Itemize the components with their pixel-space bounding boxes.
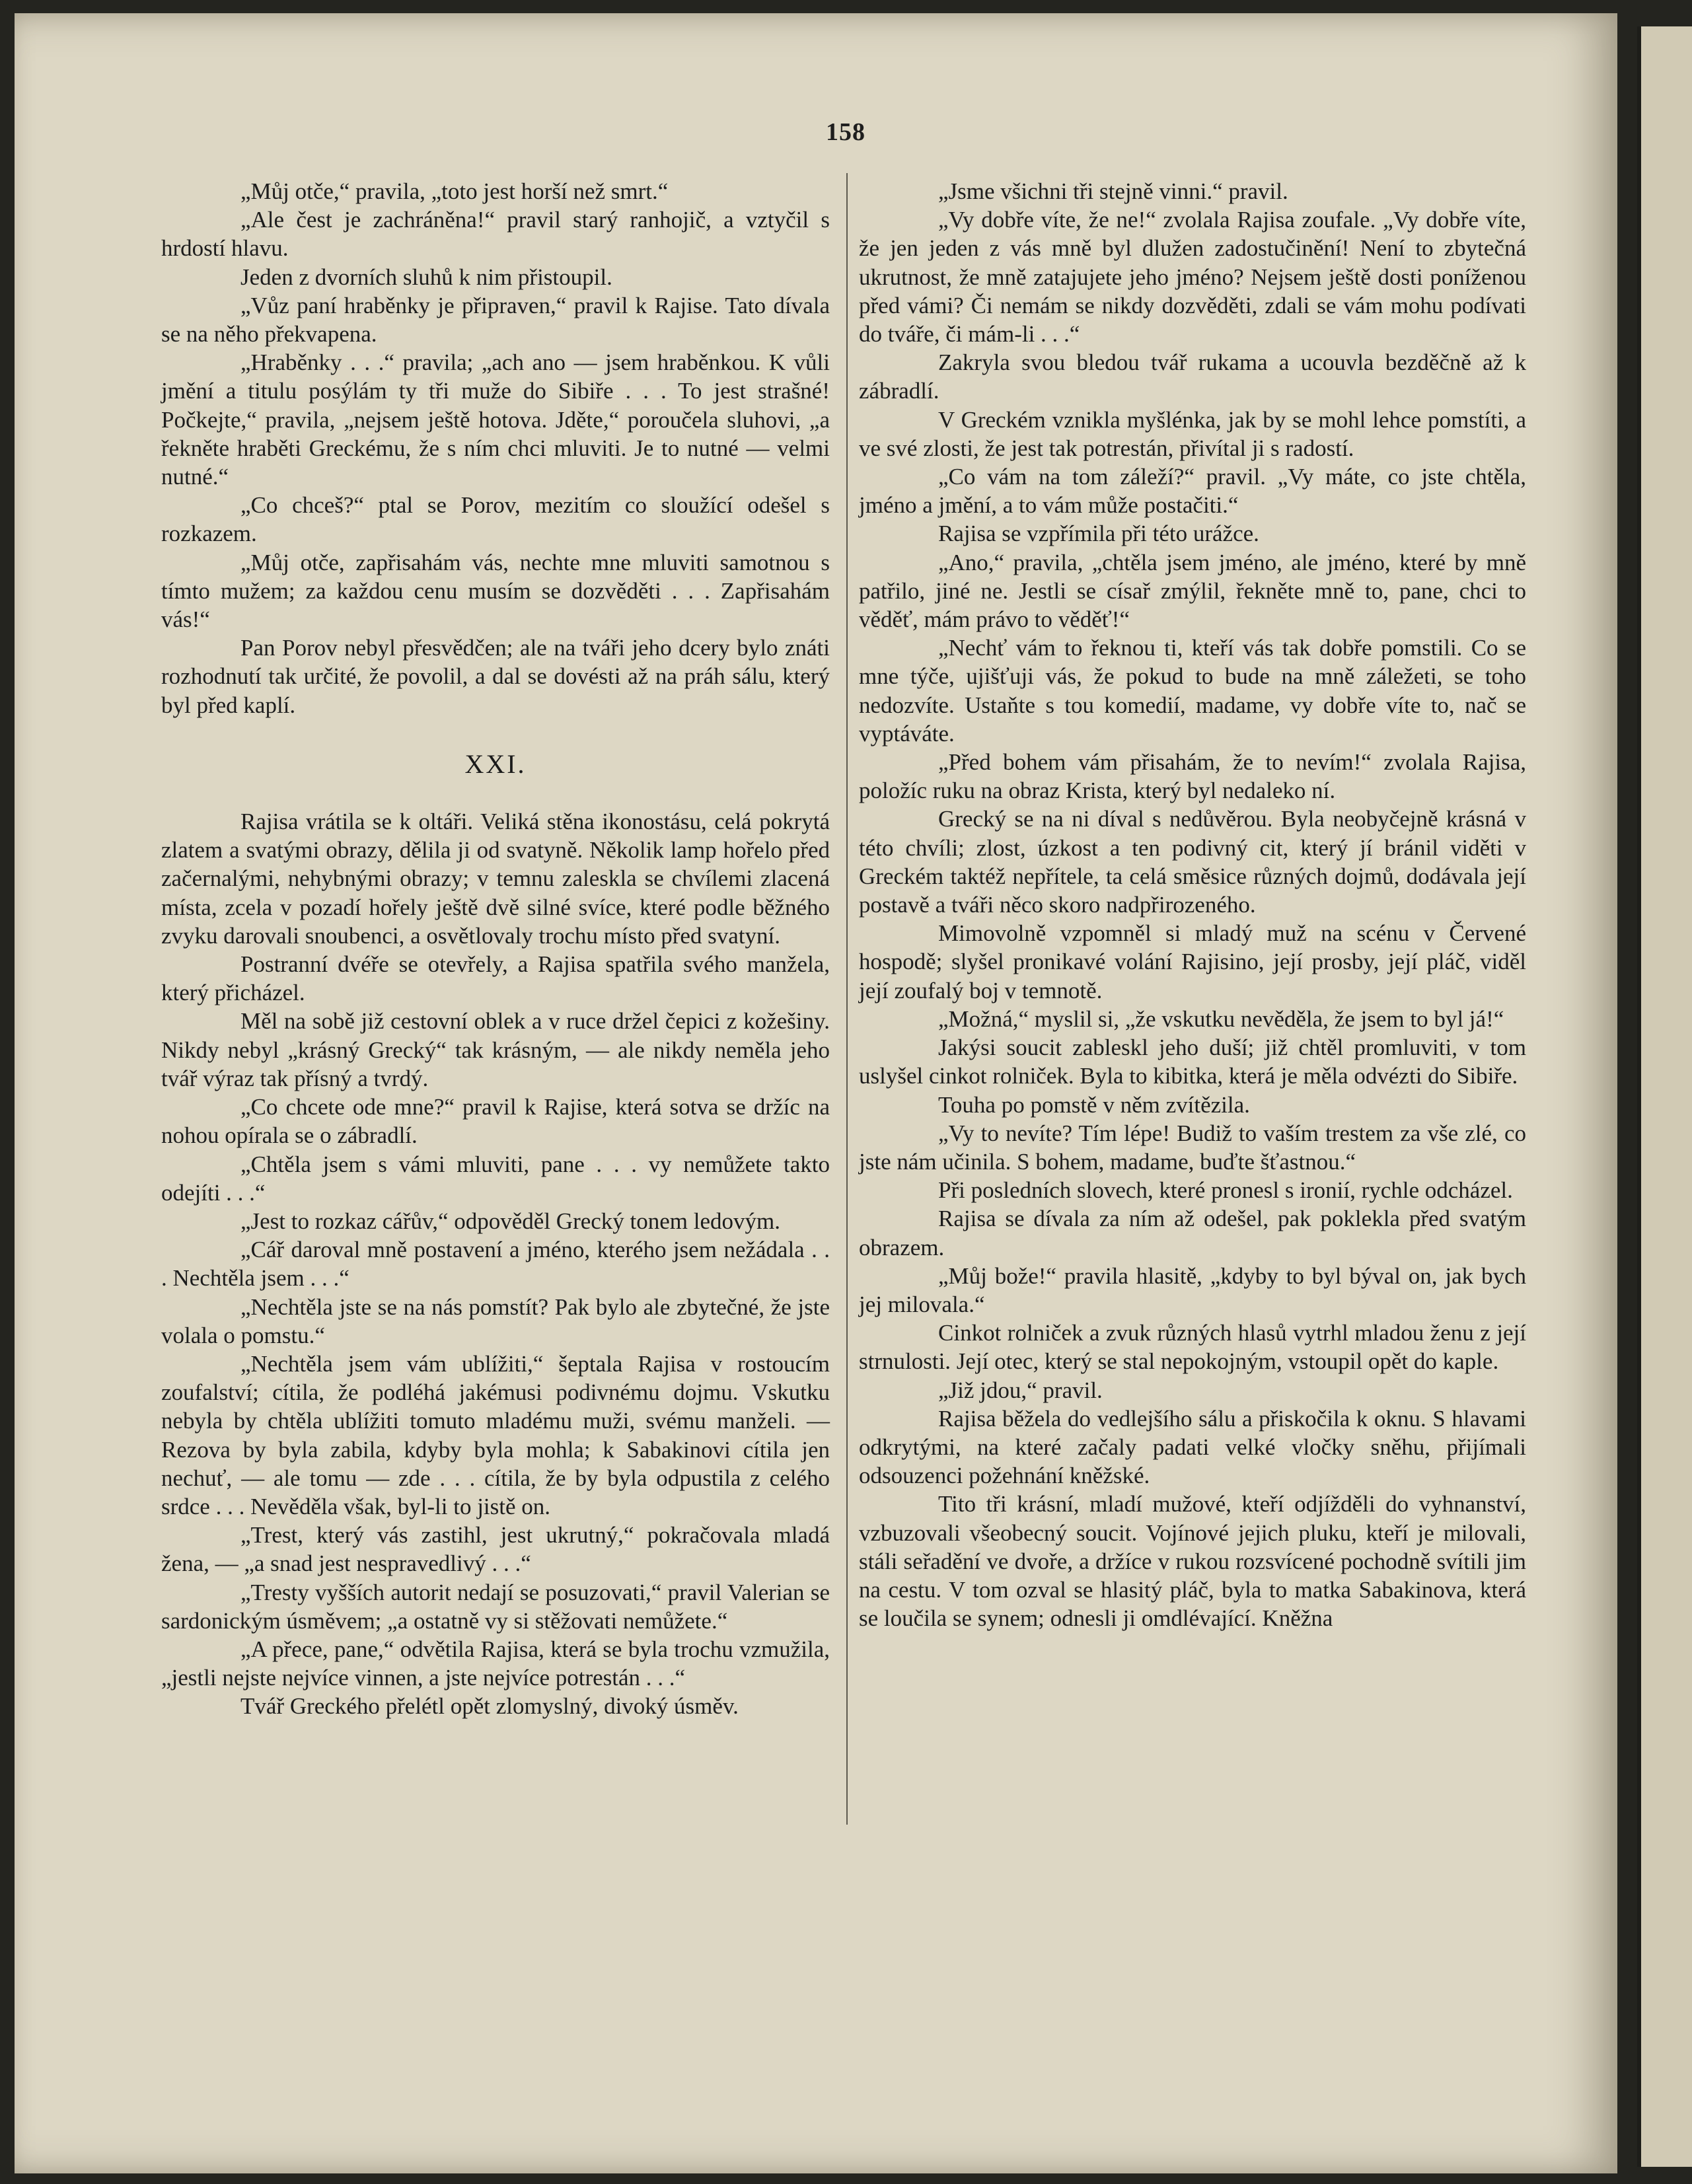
paragraph: „Jest to rozkaz cářův,“ odpověděl Grecký tonem ledovým. (240, 1208, 781, 1234)
paragraph: „Jsme všichni tři stejně vinni.“ pravil. (938, 178, 1288, 204)
paragraph: Při posledních slovech, které pronesl s ironií, rychle odcházel. (938, 1177, 1513, 1204)
paragraph: Jeden z dvorních sluhů k nim přistoupil. (240, 264, 612, 290)
paragraph: Tvář Greckého přelétl opět zlomyslný, divoký úsměv. (240, 1693, 739, 1720)
paragraph: Rajisa se dívala za ním až odešel, pak poklekla před svatým obrazem. (859, 1206, 1526, 1260)
paragraph: „Vy dobře víte, že ne!“ zvolala Rajisa zoufale. „Vy dobře víte, že jen jeden z vás mně byl dlužen zadostučinění! Není to zbytečná ukrutnost, že mně zatajujete jeho jméno? Nejsem ještě dosti poníženou před vámi? Či nemám se nikdy dozvěděti, zdali se vám mohu podívati do tváře, či mám-li . . .“ (859, 207, 1526, 347)
paragraph: „Tresty vyšších autorit nedají se posuzovati,“ pravil Valerian se sardonickým úsměvem; „a ostatně vy si stěžovati nemůžete.“ (161, 1579, 830, 1634)
next-page-edge (1637, 26, 1692, 2167)
paragraph: Tito tři krásní, mladí mužové, kteří odjížděli do vyhnanství, vzbuzovali všeobecný soucit. Vojínové jejich pluku, kteří je milovali, stáli seřadění ve dvoře, a držíce v rukou rozsvícené pochodně svítili jim na cestu. V tom ozval se hlasitý pláč, byla to matka Sabakinova, která se loučila se synem; odnesli ji omdlévající. Kněžna (859, 1491, 1526, 1632)
paragraph: Cinkot rolniček a zvuk různých hlasů vytrhl mladou ženu z její strnulosti. Její otec, který se stal nepokojným, vstoupil opět do kaple. (859, 1320, 1526, 1375)
paragraph: „Vůz paní hraběnky je připraven,“ pravil k Rajise. Tato dívala se na něho překvapena. (161, 292, 830, 347)
paragraph: „A přece, pane,“ odvětila Rajisa, která se byla trochu vzmužila, „jestli nejste nejvíce vinnen, a jste nejvíce potrestán . . .“ (161, 1636, 830, 1691)
paragraph: Postranní dvéře se otevřely, a Rajisa spatřila svého manžela, který přicházel. (161, 951, 830, 1006)
paragraph: Touha po pomstě v něm zvítězila. (938, 1091, 1250, 1118)
paragraph: „Cář daroval mně postavení a jméno, kterého jsem nežádala . . . Nechtěla jsem . . .“ (161, 1237, 830, 1292)
paragraph: „Trest, který vás zastihl, jest ukrutný,“ pokračovala mladá žena, — „a snad jest nespravedlivý . . .“ (161, 1522, 830, 1577)
paragraph: „Co chceš?“ ptal se Porov, mezitím co sloužící odešel s rozkazem. (161, 492, 830, 547)
paragraph: „Můj bože!“ pravila hlasitě, „kdyby to byl býval on, jak bych jej milovala.“ (859, 1262, 1526, 1317)
paragraph: „Chtěla jsem s vámi mluviti, pane . . . vy nemůžete takto odejíti . . .“ (161, 1151, 830, 1206)
paragraph: „Před bohem vám přisahám, že to nevím!“ zvolala Rajisa, položíc ruku na obraz Krista, který byl nedaleko ní. (859, 749, 1526, 804)
paragraph: „Již jdou,“ pravil. (938, 1377, 1103, 1403)
right-column (859, 177, 1526, 1632)
chapter-heading: XXI. (464, 748, 527, 779)
paragraph: Měl na sobě již cestovní oblek a v ruce držel čepici z kožešiny. Nikdy nebyl „krásný Grecký“ tak krásným, — ale nikdy neměla jeho tvář výraz tak přísný a tvrdý. (161, 1008, 830, 1091)
paragraph: Jakýsi soucit zableskl jeho duší; již chtěl promluviti, v tom uslyšel cinkot rolniček. Byla to kibitka, která je měla odvézti do Sibiře. (859, 1035, 1526, 1089)
column-divider (846, 173, 848, 1825)
paragraph: „Ale čest je zachráněna!“ pravil starý ranhojič, a vztyčil s hrdostí hlavu. (161, 207, 830, 262)
paragraph: „Možná,“ myslil si, „že vskutku nevěděla, že jsem to byl já!“ (938, 1005, 1504, 1032)
paragraph: „Nechtěla jsem vám ublížiti,“ šeptala Rajisa v rostoucím zoufalství; cítila, že podléhá jakémusi podivnému dojmu. Vskutku nebyla by chtěla ublížiti tomuto mladému muži, svému manželi. — Rezova by byla zabila, kdyby byla mohla; k Sabakinovi cítila jen nechuť, — ale tomu — zde . . . cítila, že by byla odpustila z celého srdce . . . Nevěděla však, byl-li to jistě on. (161, 1350, 830, 1519)
paragraph: Pan Porov nebyl přesvědčen; ale na tváři jeho dcery bylo znáti rozhodnutí tak určité, že povolil, a dal se dovésti až na práh sálu, který byl před kaplí. (161, 635, 830, 718)
paragraph: V Greckém vznikla myšlénka, jak by se mohl lehce pomstíti, a ve své zlosti, že jest tak potrestán, přivítal ji s radostí. (859, 406, 1526, 461)
page-number: 158 (826, 118, 865, 146)
paragraph: „Hraběnky . . .“ pravila; „ach ano — jsem hraběnkou. K vůli jmění a titulu posýlám ty tři muže do Sibiře . . . To jest strašné! Počkejte,“ pravila, „nejsem ještě hotova. Jděte,“ poroučela sluhovi, „a řekněte hraběti Greckému, že s ním chci mluviti. Je to nutné — velmi nutné.“ (161, 349, 830, 490)
paragraph: „Nechť vám to řeknou ti, kteří vás tak dobře pomstili. Co se mne týče, ujišťuji vás, že pokud to bude na mně záležeti, se toho nedozvíte. Ustaňte s tou komedií, madame, vy dobře víte to, nač se vyptáváte. (859, 635, 1526, 746)
paragraph: „Můj otče, zapřisahám vás, nechte mne mluviti samotnou s tímto mužem; za každou cenu musím se dozvěděti . . . Zapřisahám vás!“ (161, 549, 830, 633)
paragraph: Rajisa běžela do vedlejšího sálu a přiskočila k oknu. S hlavami odkrytými, na které začaly padati velké vločky sněhu, přijímali odsouzenci požehnání kněžské. (859, 1405, 1526, 1489)
paragraph: Rajisa se vzpřímila při této urážce. (938, 521, 1259, 547)
paragraph: „Nechtěla jste se na nás pomstít? Pak bylo ale zbytečné, že jste volala o pomstu.“ (161, 1293, 830, 1348)
paragraph: „Můj otče,“ pravila, „toto jest horší než smrt.“ (240, 178, 669, 204)
paragraph: „Ano,“ pravila, „chtěla jsem jméno, ale jméno, které by mně patřilo, jiné ne. Jestli se císař zmýlil, řekněte mně to, pane, chci to věděť, mám právo to věděť!“ (859, 549, 1526, 633)
paragraph: Mimovolně vzpomněl si mladý muž na scénu v Červené hospodě; slyšel pronikavé volání Rajisino, její prosby, její pláč, viděl její zoufalý boj v temnotě. (859, 920, 1526, 1003)
paragraph: „Co vám na tom záleží?“ pravil. „Vy máte, co jste chtěla, jméno a jmění, a to vám může postačiti.“ (859, 464, 1526, 519)
paragraph: „Co chcete ode mne?“ pravil k Rajise, která sotva se držíc na nohou opírala se o zábradlí. (161, 1094, 830, 1149)
paragraph: Grecký se na ni díval s nedůvěrou. Byla neobyčejně krásná v této chvíli; zlost, úzkost a ten podivný cit, který jí bránil viděti v Greckém taktéž nepřítele, ta celá směsice různých dojmů, dodávala její postavě a tváři něco skoro nadpřirozeného. (859, 806, 1526, 918)
paragraph: Zakryla svou bledou tvář rukama a ucouvla bezděčně až k zábradlí. (859, 349, 1526, 404)
left-column (161, 177, 830, 1721)
paragraph: Rajisa vrátila se k oltáři. Veliká stěna ikonostásu, celá pokrytá zlatem a svatými obrazy, dělila ji od svatyně. Několik lamp hořelo před začernalými, nehybnými obrazy; v temnu zaleskla se chvílemi zlacená místa, zcela v pozadí hořely ještě dvě silné svíce, které podle běžného zvyku darovali snoubenci, a osvětlovaly trochu místo před svatyní. (161, 809, 830, 949)
paragraph: „Vy to nevíte? Tím lépe! Budiž to vaším trestem za vše zlé, co jste nám učinila. S bohem, madame, buďte šťastnou.“ (859, 1120, 1526, 1175)
